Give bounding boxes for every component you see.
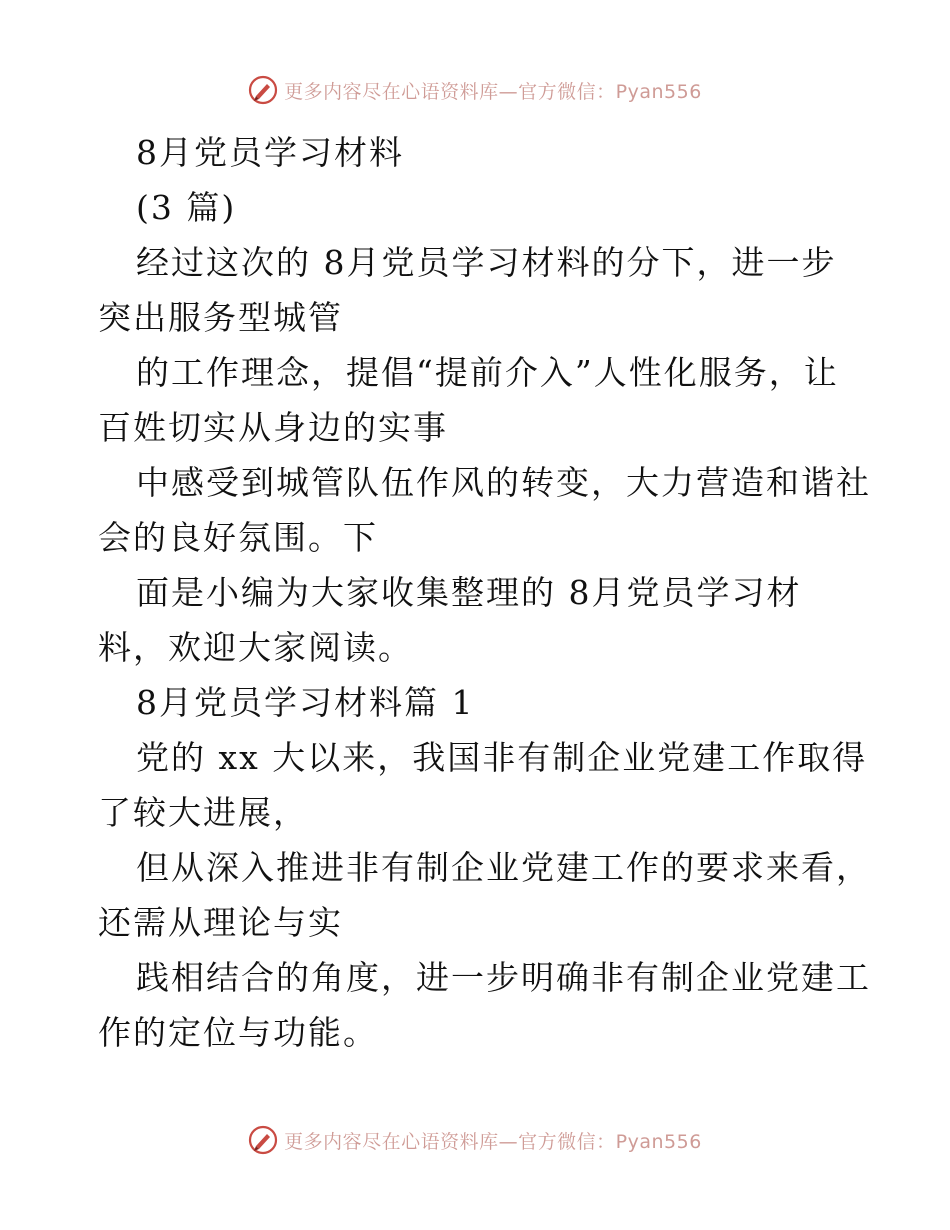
text-line: 8月党员学习材料篇 1	[136, 683, 475, 722]
text-line: 经过这次的 8月党员学习材料的分下，进一步	[136, 243, 837, 282]
text-line: 党的 xx 大以来，我国非有制企业党建工作取得	[136, 738, 868, 777]
text-line: 会的良好氛围。下	[98, 518, 378, 557]
text-line: 面是小编为大家收集整理的 8月党员学习材	[136, 573, 802, 612]
document-body	[98, 125, 871, 1060]
header-banner	[0, 70, 950, 110]
pen-logo-icon	[248, 75, 278, 105]
banner-text: 更多内容尽在心语资料库—官方微信：Pyan556	[284, 1130, 702, 1153]
text-line: 中感受到城管队伍作风的转变，大力营造和谐社	[136, 463, 871, 502]
text-line: 还需从理论与实	[98, 903, 343, 942]
text-line: 突出服务型城管	[98, 298, 343, 337]
pen-logo-icon	[248, 1125, 278, 1155]
text-line: 料，欢迎大家阅读。	[98, 628, 413, 667]
text-line: 百姓切实从身边的实事	[98, 408, 448, 447]
banner-text: 更多内容尽在心语资料库—官方微信：Pyan556	[284, 80, 702, 103]
footer-banner	[0, 1120, 950, 1160]
text-line: 了较大进展，	[98, 793, 308, 832]
text-line: 践相结合的角度，进一步明确非有制企业党建工	[136, 958, 871, 997]
text-line: 的工作理念，提倡“提前介入”人性化服务，让	[136, 353, 839, 392]
text-line: 但从深入推进非有制企业党建工作的要求来看，	[136, 848, 871, 887]
text-line: 8月党员学习材料	[136, 133, 404, 172]
text-line: (3 篇)	[136, 188, 237, 227]
text-line: 作的定位与功能。	[98, 1013, 378, 1052]
